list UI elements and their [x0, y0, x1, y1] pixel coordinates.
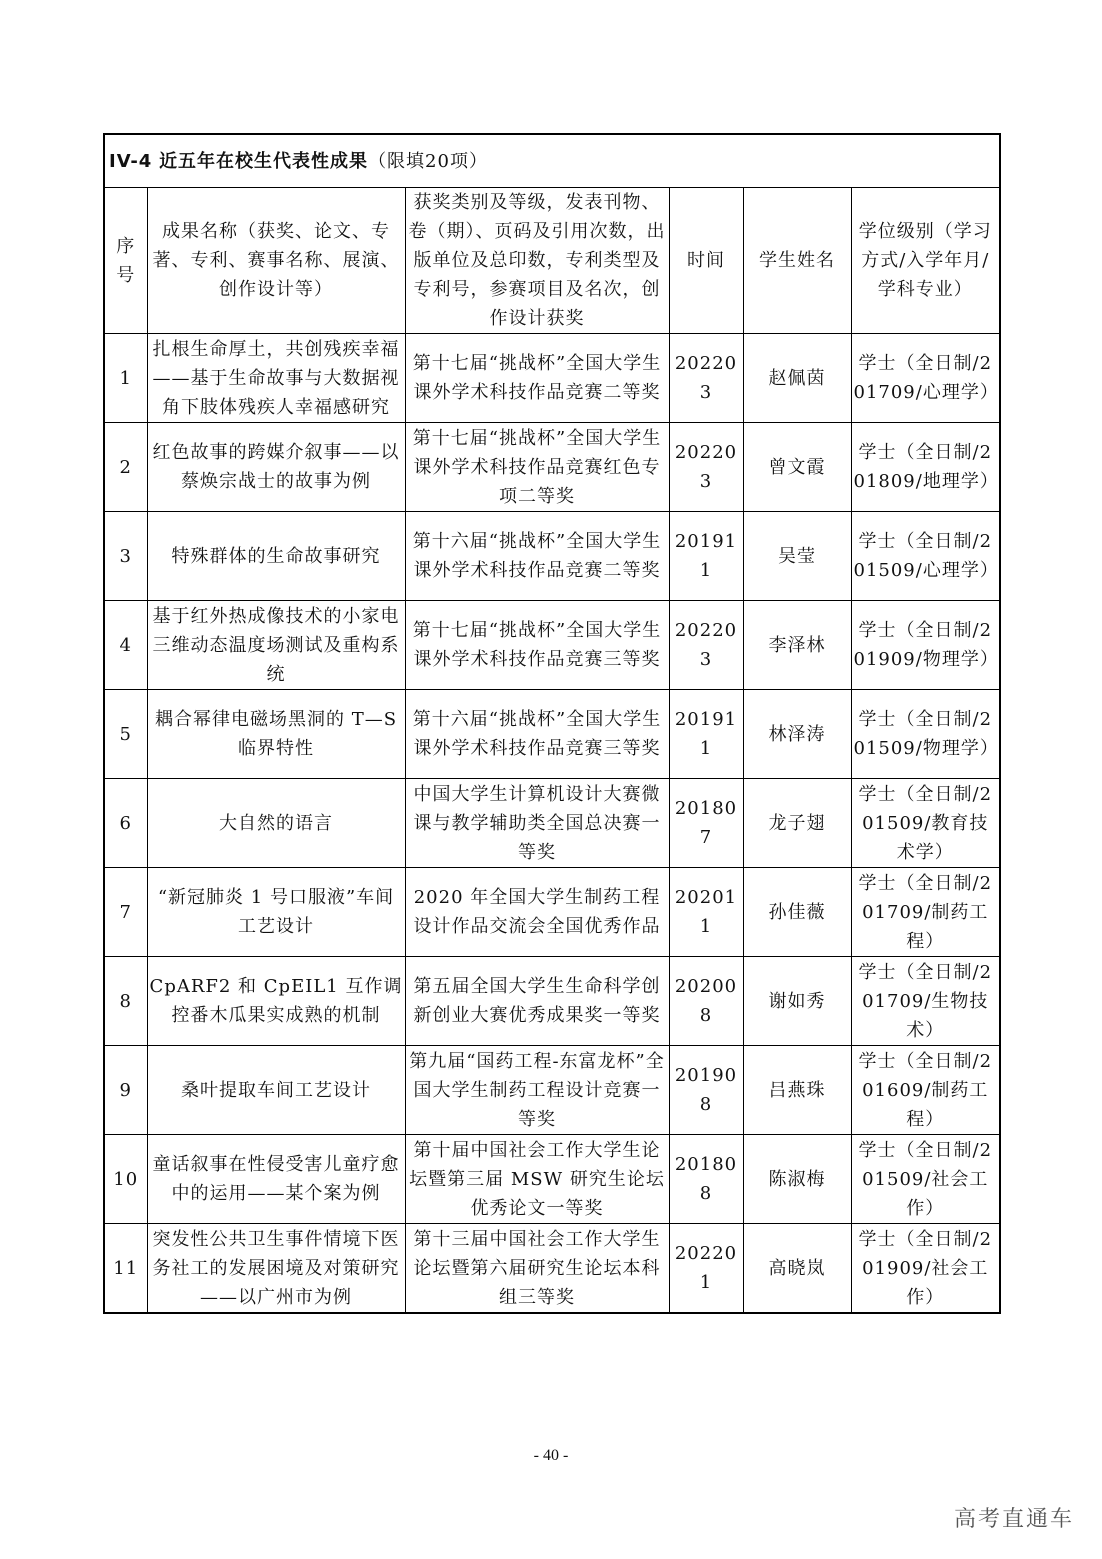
row-index: 2	[104, 423, 147, 512]
table-row	[104, 957, 1000, 1046]
degree-info: 学士（全日制/201909/物理学）	[851, 601, 1000, 690]
award-detail: 第十三届中国社会工作大学生论坛暨第六届研究生论坛本科组三等奖	[405, 1224, 669, 1314]
achievement-name: 耦合幂律电磁场黑洞的 T—S 临界特性	[147, 690, 405, 779]
award-detail: 第十届中国社会工作大学生论坛暨第三届 MSW 研究生论坛优秀论文一等奖	[405, 1135, 669, 1224]
degree-info: 学士（全日制/201709/心理学）	[851, 334, 1000, 423]
achievement-time: 202203	[669, 334, 743, 423]
award-detail: 第九届“国药工程-东富龙杯”全国大学生制药工程设计竞赛一等奖	[405, 1046, 669, 1135]
student-name: 吕燕珠	[743, 1046, 851, 1135]
student-name: 谢如秀	[743, 957, 851, 1046]
degree-info: 学士（全日制/201909/社会工作）	[851, 1224, 1000, 1314]
row-index: 4	[104, 601, 147, 690]
header-time: 时间	[669, 188, 743, 334]
student-name: 吴莹	[743, 512, 851, 601]
achievement-time: 201911	[669, 512, 743, 601]
award-detail: 第十七届“挑战杯”全国大学生课外学术科技作品竞赛三等奖	[405, 601, 669, 690]
student-name: 林泽涛	[743, 690, 851, 779]
table-row	[104, 690, 1000, 779]
header-achievement: 成果名称（获奖、论文、专著、专利、赛事名称、展演、创作设计等）	[147, 188, 405, 334]
achievement-time: 201911	[669, 690, 743, 779]
row-index: 9	[104, 1046, 147, 1135]
achievement-name: 基于红外热成像技术的小家电三维动态温度场测试及重构系统	[147, 601, 405, 690]
achievement-time: 201908	[669, 1046, 743, 1135]
row-index: 8	[104, 957, 147, 1046]
achievement-time: 201807	[669, 779, 743, 868]
degree-info: 学士（全日制/201609/制药工程）	[851, 1046, 1000, 1135]
header-row	[104, 188, 1000, 334]
award-detail: 中国大学生计算机设计大赛微课与教学辅助类全国总决赛一等奖	[405, 779, 669, 868]
degree-info: 学士（全日制/201509/心理学）	[851, 512, 1000, 601]
student-name: 曾文霞	[743, 423, 851, 512]
row-index: 7	[104, 868, 147, 957]
section-title-cell	[104, 134, 1000, 188]
student-name: 李泽林	[743, 601, 851, 690]
student-name: 孙佳薇	[743, 868, 851, 957]
row-index: 6	[104, 779, 147, 868]
degree-info: 学士（全日制/201509/教育技术学）	[851, 779, 1000, 868]
award-detail: 第十六届“挑战杯”全国大学生课外学术科技作品竞赛三等奖	[405, 690, 669, 779]
achievement-name: CpARF2 和 CpEIL1 互作调控番木瓜果实成熟的机制	[147, 957, 405, 1046]
row-index: 10	[104, 1135, 147, 1224]
degree-info: 学士（全日制/201509/物理学）	[851, 690, 1000, 779]
achievement-time: 201808	[669, 1135, 743, 1224]
table-row	[104, 1046, 1000, 1135]
degree-info: 学士（全日制/201509/社会工作）	[851, 1135, 1000, 1224]
row-index: 1	[104, 334, 147, 423]
table-row	[104, 601, 1000, 690]
section-code: IV-4	[109, 150, 153, 172]
award-detail: 第十七届“挑战杯”全国大学生课外学术科技作品竞赛二等奖	[405, 334, 669, 423]
page-number: - 40 -	[533, 1447, 569, 1464]
achievement-time: 202008	[669, 957, 743, 1046]
degree-info: 学士（全日制/201709/制药工程）	[851, 868, 1000, 957]
row-index: 5	[104, 690, 147, 779]
achievement-name: “新冠肺炎 1 号口服液”车间工艺设计	[147, 868, 405, 957]
achievement-time: 202203	[669, 423, 743, 512]
row-index: 3	[104, 512, 147, 601]
achievement-name: 大自然的语言	[147, 779, 405, 868]
award-detail: 第十七届“挑战杯”全国大学生课外学术科技作品竞赛红色专项二等奖	[405, 423, 669, 512]
achievement-time: 202011	[669, 868, 743, 957]
header-degree: 学位级别（学习方式/入学年月/学科专业）	[851, 188, 1000, 334]
table-row	[104, 1135, 1000, 1224]
achievement-name: 突发性公共卫生事件情境下医务社工的发展困境及对策研究——以广州市为例	[147, 1224, 405, 1314]
student-name: 陈淑梅	[743, 1135, 851, 1224]
achievements-sheet	[103, 133, 999, 1314]
table-row	[104, 512, 1000, 601]
student-name: 龙子翅	[743, 779, 851, 868]
achievement-name: 特殊群体的生命故事研究	[147, 512, 405, 601]
achievement-time: 202203	[669, 601, 743, 690]
table-row	[104, 423, 1000, 512]
achievement-name: 扎根生命厚土，共创残疾幸福——基于生命故事与大数据视角下肢体残疾人幸福感研究	[147, 334, 405, 423]
student-name: 赵佩茵	[743, 334, 851, 423]
table-row	[104, 334, 1000, 423]
table-row	[104, 779, 1000, 868]
table-row	[104, 868, 1000, 957]
row-index: 11	[104, 1224, 147, 1314]
watermark: 高考直通车	[953, 1507, 1074, 1532]
award-detail: 第十六届“挑战杯”全国大学生课外学术科技作品竞赛二等奖	[405, 512, 669, 601]
degree-info: 学士（全日制/201709/生物技术）	[851, 957, 1000, 1046]
achievement-name: 红色故事的跨媒介叙事——以蔡焕宗战士的故事为例	[147, 423, 405, 512]
section-title: 近五年在校生代表性成果	[159, 150, 369, 172]
header-student: 学生姓名	[743, 188, 851, 334]
award-detail: 第五届全国大学生生命科学创新创业大赛优秀成果奖一等奖	[405, 957, 669, 1046]
table-row	[104, 1224, 1000, 1314]
student-name: 高晓岚	[743, 1224, 851, 1314]
header-index: 序号	[104, 188, 147, 334]
degree-info: 学士（全日制/201809/地理学）	[851, 423, 1000, 512]
achievement-name: 桑叶提取车间工艺设计	[147, 1046, 405, 1135]
header-category: 获奖类别及等级，发表刊物、卷（期）、页码及引用次数，出版单位及总印数，专利类型及专利号，参赛项目及名次，创作设计获奖	[405, 188, 669, 334]
achievement-name: 童话叙事在性侵受害儿童疗愈中的运用——某个案为例	[147, 1135, 405, 1224]
achievement-time: 202201	[669, 1224, 743, 1314]
award-detail: 2020 年全国大学生制药工程设计作品交流会全国优秀作品	[405, 868, 669, 957]
achievements-table	[103, 133, 1001, 1314]
section-title-row	[104, 134, 1000, 188]
section-note: （限填20项）	[368, 150, 488, 172]
